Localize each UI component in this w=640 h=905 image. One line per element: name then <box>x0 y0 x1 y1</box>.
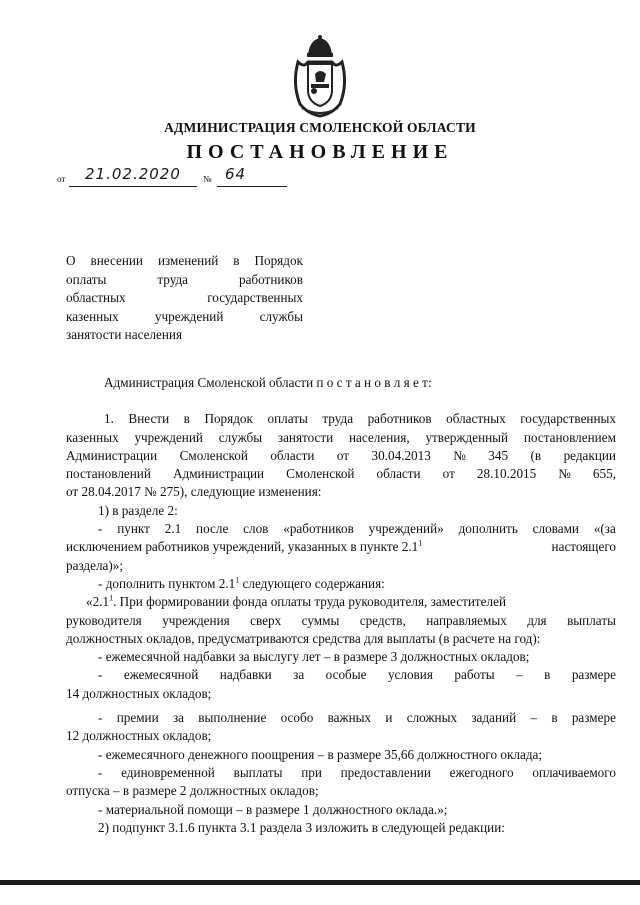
handwritten-number: 64 <box>225 165 247 183</box>
subitem-1: 1) в разделе 2: <box>98 502 178 518</box>
bullet-line: - премии за выполнение особо важных и сложных заданий – в размере <box>98 710 616 726</box>
clause-line: раздела)»; <box>66 557 124 573</box>
item1-line: постановлений Администрации Смоленской области от 28.10.2015 № 655, <box>66 466 616 482</box>
bullet-line: 12 должностных окладов; <box>66 728 212 744</box>
clause-line: - пункт 2.1 после слов «работников учреждений» дополнить словами «(за <box>98 521 616 537</box>
subject-line: казенных учреждений службы <box>66 308 303 324</box>
scan-edge-bar <box>0 880 640 885</box>
subject-line: занятости населения <box>66 327 183 342</box>
number-label: № <box>203 174 212 184</box>
bullet-line: - единовременной выплаты при предоставлении ежегодного оплачиваемого <box>98 764 616 780</box>
subject-line: О внесении изменений в Порядок <box>66 253 303 268</box>
item1-line: 1. Внести в Порядок оплаты труда работников областных государственных <box>104 411 616 427</box>
number-underline <box>217 186 287 187</box>
item1-line: Администрации Смоленской области от 30.04.2013 № 345 (в редакции <box>66 447 616 463</box>
quote-line: руководителя учреждения сверх суммы средств, направляемых для выплаты <box>66 612 616 628</box>
clause-line: исключением работников учреждений, указанных в пункте $2.1^1$ настоящего <box>66 538 616 555</box>
subject-line: оплаты труда работников <box>66 271 303 287</box>
quote-line: должностных окладов, предусматриваются средства для выплаты (в расчете на год): <box>66 630 541 646</box>
subject-line: областных государственных <box>66 290 303 305</box>
item1-line: от 28.04.2017 № 275), следующие изменения: <box>66 484 322 500</box>
date-label: от <box>57 174 66 184</box>
preamble: Администрация Смоленской области п о с т а н о в л я е т: <box>104 375 432 390</box>
clause-line: - дополнить пунктом $2.1^1$ следующего содержания: <box>98 575 385 591</box>
document-body <box>66 374 616 837</box>
bullet-line: - материальной помощи – в размере 1 должностного оклада.»; <box>98 801 448 817</box>
handwritten-date: 21.02.2020 <box>85 165 181 183</box>
item1-line: казенных учреждений службы занятости населения, утвержденный постановлением <box>66 429 616 445</box>
organization-title: АДМИНИСТРАЦИЯ СМОЛЕНСКОЙ ОБЛАСТИ <box>164 120 476 135</box>
bullet-line: отпуска – в размере 2 должностных окладов; <box>66 783 319 799</box>
smolensk-coat-of-arms-icon <box>288 34 352 118</box>
bullet-line: - ежемесячной надбавки за особые условия работы – в размере <box>98 667 616 683</box>
document-type-title: ПОСТАНОВЛЕНИЕ <box>186 141 454 163</box>
bullet-line: - ежемесячного денежного поощрения – в размере 35,66 должностного оклада; <box>98 746 543 762</box>
date-number-line <box>57 166 297 188</box>
quote-line: «$2.1^1$. При формировании фонда оплаты труда руководителя, заместителей <box>86 593 507 610</box>
subitem-2: 2) подпункт 3.1.6 пункта 3.1 раздела 3 изложить в следующей редакции: <box>98 819 505 835</box>
bullet-line: - ежемесячной надбавки за выслугу лет – в размере 3 должностных окладов; <box>98 649 530 665</box>
document-subject <box>66 252 303 345</box>
bullet-line: 14 должностных окладов; <box>66 685 212 701</box>
date-underline <box>69 186 197 187</box>
